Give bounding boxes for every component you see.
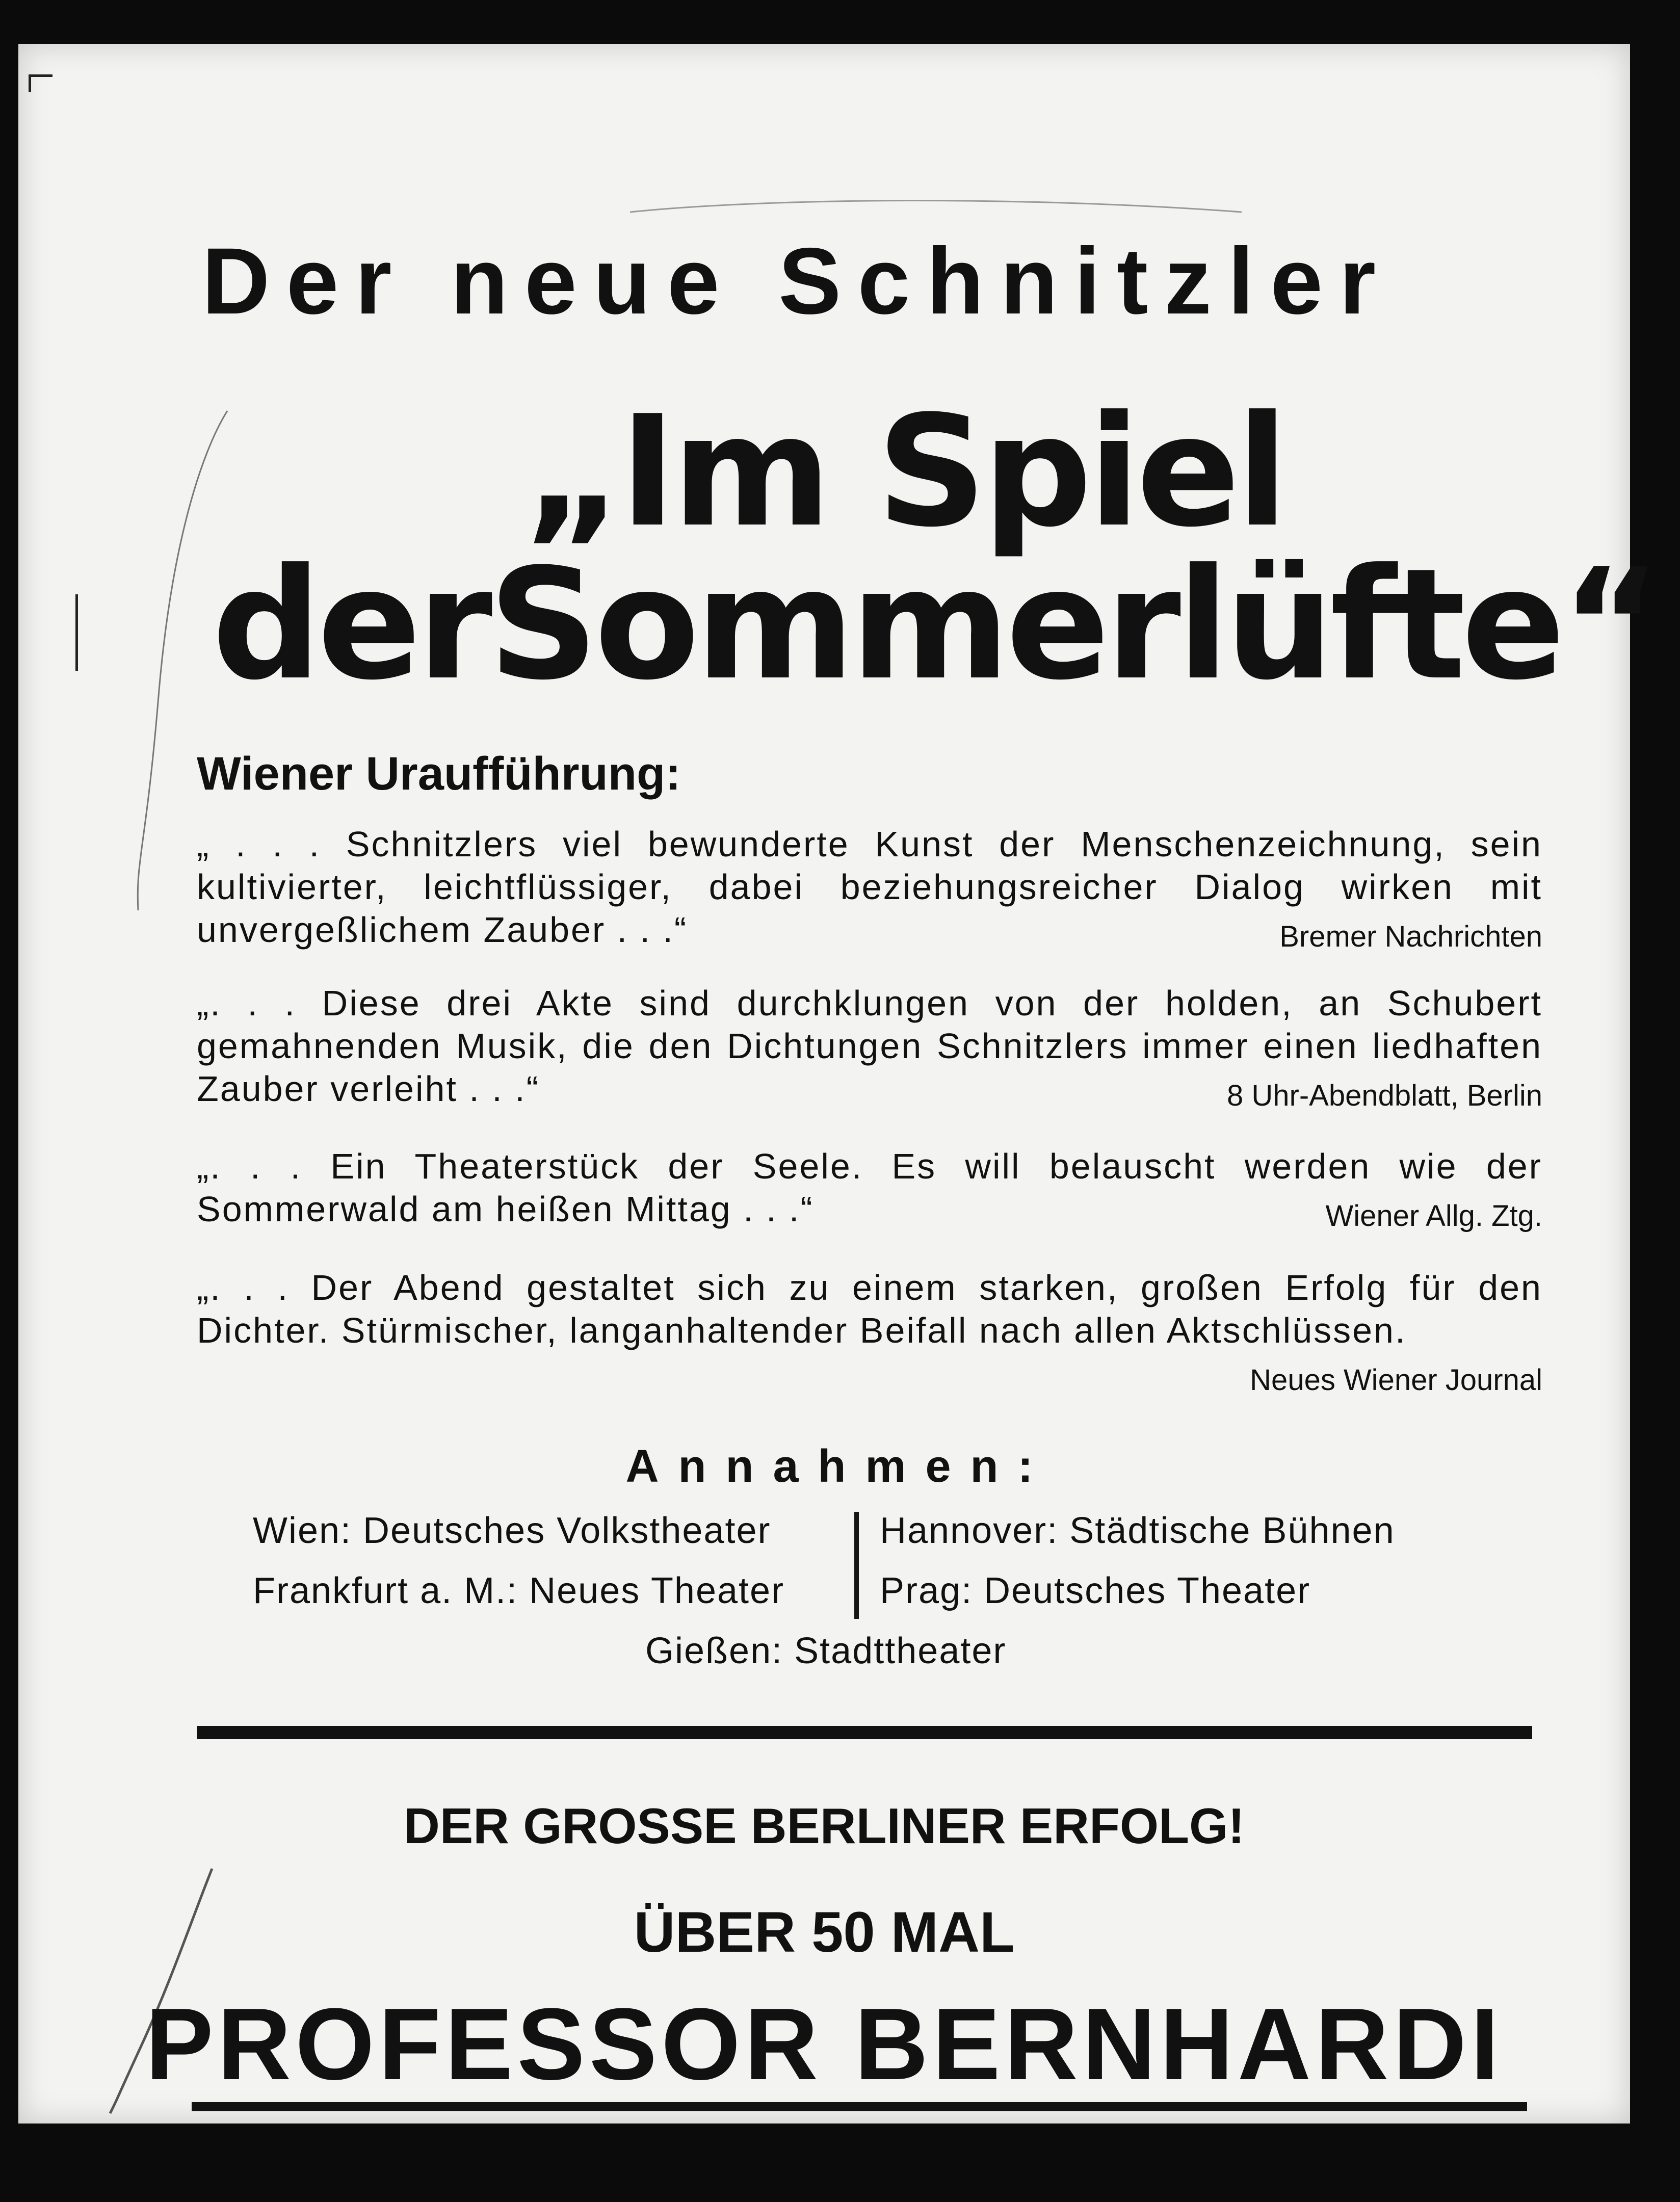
poster-sheet — [18, 44, 1658, 2124]
review-quote — [197, 823, 1542, 958]
section-rule — [197, 1726, 1532, 1739]
venue-hannover: Hannover: Städtische Bühnen — [880, 1510, 1395, 1551]
review-quote — [197, 1145, 1542, 1238]
venue-giessen: Gießen: Stadttheater — [645, 1631, 1007, 1671]
quote-text: „. . . Diese drei Akte sind durchklungen von der holden, an Schubert gemahnenden Musik, die den Dichtungen Schnitzlers immer einen liedhaften Zauber verleiht . . .“ — [197, 983, 1542, 1109]
edge-tick-mark — [75, 594, 78, 671]
premiere-label: Wiener Uraufführung: — [197, 748, 681, 800]
quote-text: „ . . . Schnitzlers viel bewunderte Kunst der Menschenzeichnung, sein kultivierter, leichtflüssiger, dabei beziehungsreicher Dialog wirken mit unvergeßlichem Zauber . . .“ — [197, 824, 1542, 950]
quote-text: „. . . Der Abend gestaltet sich zu einem starken, großen Erfolg für den Dichter. Stürmischer, langanhaltender Beifall nach allen Aktschlüssen. — [197, 1268, 1542, 1350]
success-banner: DER GROSSE BERLINER ERFOLG! — [404, 1798, 1245, 1854]
bottom-rule — [192, 2102, 1527, 2111]
quote-source: Neues Wiener Journal — [1250, 1364, 1542, 1397]
quote-source: 8 Uhr-Abendblatt, Berlin — [1227, 1079, 1542, 1112]
venue-frankfurt: Frankfurt a. M.: Neues Theater — [253, 1570, 785, 1611]
featured-play-title: PROFESSOR BERNHARDI — [145, 1987, 1503, 2101]
review-quote — [197, 982, 1542, 1117]
quote-source: Wiener Allg. Ztg. — [1325, 1199, 1542, 1233]
quote-text: „. . . Ein Theaterstück der Seele. Es will belauscht werden wie der Sommerwald am heißen Mittag . . .“ — [197, 1146, 1542, 1229]
venue-divider — [854, 1512, 859, 1619]
pencil-stroke-top — [630, 201, 1242, 213]
play-title-line-2: derSommerlüfte“ — [212, 536, 1658, 714]
kicker-heading: Der neue Schnitzler — [202, 229, 1393, 334]
venue-wien: Wien: Deutsches Volkstheater — [253, 1510, 771, 1551]
performance-count: ÜBER 50 MAL — [634, 1900, 1015, 1964]
play-title-line-1: „Im Spiel — [523, 383, 1284, 561]
review-quote — [197, 1266, 1542, 1402]
venue-prag: Prag: Deutsches Theater — [880, 1570, 1311, 1611]
corner-crop-mark — [29, 74, 52, 92]
annahmen-heading: Annahmen: — [625, 1441, 1053, 1492]
quote-source: Bremer Nachrichten — [1279, 920, 1542, 953]
